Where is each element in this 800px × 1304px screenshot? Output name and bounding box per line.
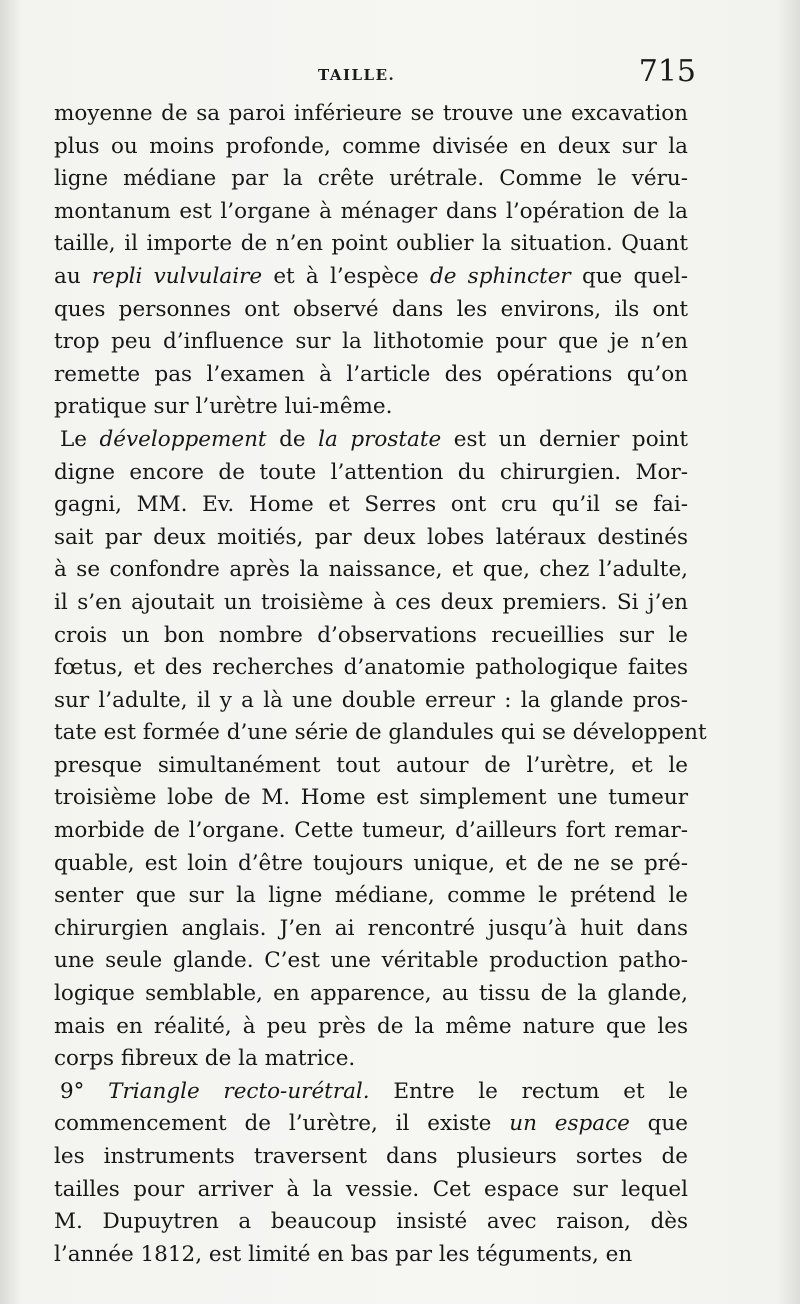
text-line: sait par deux moitiés, par deux lobes latéraux destinés bbox=[54, 524, 688, 550]
italic-span: un espace bbox=[509, 1111, 630, 1137]
text-line: moyenne de sa paroi inférieure se trouve une excavation bbox=[54, 101, 688, 126]
text-line: les instruments traversent dans plusieurs sortes de bbox=[54, 1144, 688, 1169]
italic-span: la prostate bbox=[318, 426, 442, 452]
text-line: chirurgien anglais. J’en ai rencontré jusqu’à huit dans bbox=[54, 915, 688, 941]
text-line: commencement de l’urètre, il existe un espace que bbox=[54, 1111, 689, 1137]
italic-span: développement bbox=[99, 426, 267, 452]
text-line: digne encore de toute l’attention du chirurgien. Mor- bbox=[54, 459, 688, 485]
text-line: mais en réalité, à peu près de la même nature que les bbox=[54, 1013, 688, 1039]
text-line: à se confondre après la naissance, et que, chez l’adulte, bbox=[54, 557, 688, 583]
text-line: ligne médiane par la crête urétrale. Comme le véru- bbox=[54, 166, 688, 192]
text-line: tate est formée d’une série de glandules qui se développent bbox=[54, 720, 707, 746]
text-line: une seule glande. C’est une véritable production patho- bbox=[54, 948, 688, 974]
text-line: logique semblable, en apparence, au tissu de la glande, bbox=[54, 981, 688, 1007]
body-text bbox=[54, 98, 707, 1271]
italic-span: Triangle recto-urétral. bbox=[108, 1078, 370, 1104]
text-line: montanum est l’organe à ménager dans l’opération de la bbox=[54, 198, 688, 224]
text-line: il s’en ajoutait un troisième à ces deux premiers. Si j’en bbox=[54, 589, 688, 615]
text-line: tailles pour arriver à la vessie. Cet espace sur lequel bbox=[54, 1176, 688, 1202]
text-line: gagni, MM. Ev. Home et Serres ont cru qu’il se fai- bbox=[54, 492, 688, 518]
text-line: au repli vulvulaire et à l’espèce de sphincter que quel- bbox=[54, 263, 688, 289]
page-header bbox=[50, 54, 696, 96]
italic-span: de sphincter bbox=[429, 263, 571, 289]
text-line: plus ou moins profonde, comme divisée en deux sur la bbox=[54, 133, 688, 159]
text-line: quable, est loin d’être toujours unique, et de ne se pré- bbox=[54, 850, 688, 876]
text-line: ques personnes ont observé dans les environs, ils ont bbox=[54, 296, 688, 322]
text-line: crois un bon nombre d’observations recueillies sur le bbox=[54, 622, 688, 648]
text-line: corps fibreux de la matrice. bbox=[54, 1046, 356, 1072]
italic-span: repli vulvulaire bbox=[91, 263, 263, 289]
text-line: Le développement de la prostate est un dernier point bbox=[60, 426, 689, 452]
text-line: pratique sur l’urètre lui-même. bbox=[54, 394, 393, 420]
text-line: 9° Triangle recto-urétral. Entre le rectum et le bbox=[60, 1078, 688, 1104]
text-line: remette pas l’examen à l’article des opérations qu’on bbox=[54, 361, 688, 387]
text-line: troisième lobe de M. Home est simplement une tumeur bbox=[54, 785, 688, 811]
text-line: M. Dupuytren a beaucoup insisté avec raison, dès bbox=[54, 1209, 688, 1235]
text-line: senter que sur la ligne médiane, comme le prétend le bbox=[54, 883, 688, 909]
text-line: fœtus, et des recherches d’anatomie pathologique faites bbox=[54, 655, 688, 681]
page-number: 715 bbox=[638, 54, 696, 89]
text-line: taille, il importe de n’en point oublier la situation. Quant bbox=[54, 231, 688, 257]
text-line: sur l’adulte, il y a là une double erreur : la glande pros- bbox=[54, 687, 688, 713]
text-line: trop peu d’influence sur la lithotomie pour que je n’en bbox=[54, 329, 688, 355]
text-line: l’année 1812, est limité en bas par les téguments, en bbox=[54, 1241, 633, 1267]
text-line: presque simultanément tout autour de l’urètre, et le bbox=[54, 752, 688, 778]
text-line: morbide de l’organe. Cette tumeur, d’ailleurs fort remar- bbox=[54, 818, 688, 844]
running-title: TAILLE. bbox=[318, 66, 396, 84]
